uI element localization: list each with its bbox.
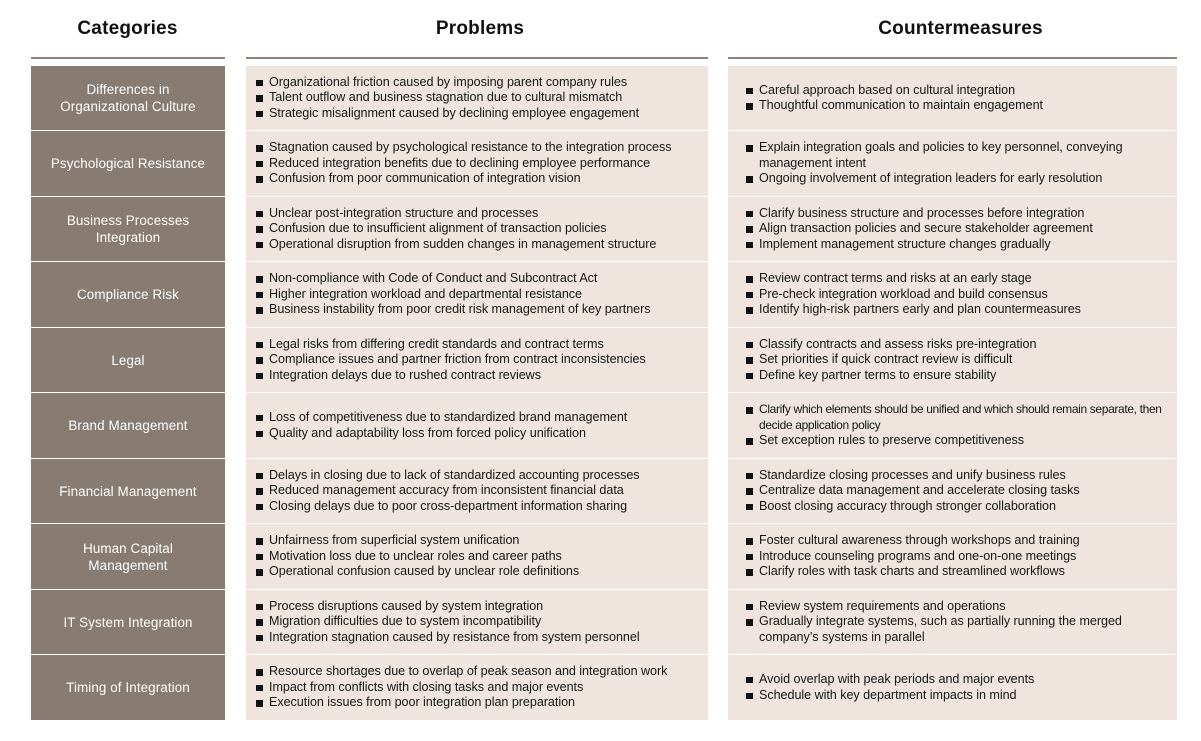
bullet-item [746, 171, 1169, 187]
bullet-text: Set exception rules to preserve competitiveness [759, 433, 1025, 448]
bullet-text: Migration difficulties due to system incompatibility [269, 614, 542, 629]
panel [246, 524, 708, 588]
countermeasures-cell [720, 524, 1201, 588]
category-cell [0, 262, 240, 326]
bullet-item [746, 368, 1169, 384]
header-rule-categories [31, 57, 225, 59]
square-bullet-icon [746, 373, 753, 380]
bullet-text: Centralize data management and accelerate closing tasks [759, 483, 1080, 498]
category-label: IT System Integration [31, 590, 225, 654]
bullet-text: Reduced integration benefits due to declining employee performance [269, 155, 651, 170]
bullet-item [746, 688, 1169, 704]
bullet-item [256, 352, 700, 368]
header-cell-categories [0, 0, 240, 66]
bullet-text: Compliance issues and partner friction from contract inconsistencies [269, 352, 646, 367]
square-bullet-icon [256, 373, 263, 380]
square-bullet-icon [746, 307, 753, 314]
category-label: Financial Management [31, 459, 225, 523]
bullet-text: Clarify business structure and processes before integration [759, 205, 1085, 220]
square-bullet-icon [746, 604, 753, 611]
square-bullet-icon [746, 211, 753, 218]
square-bullet-icon [256, 95, 263, 102]
bullet-item [256, 221, 700, 237]
bullet-text: Set priorities if quick contract review is difficult [759, 352, 1013, 367]
bullet-list [256, 271, 700, 318]
category-cell [0, 590, 240, 654]
bullet-list [256, 599, 700, 646]
bullet-item [256, 156, 700, 172]
panel [728, 590, 1177, 654]
table-header-row [0, 0, 1201, 66]
bullet-item [256, 549, 700, 565]
bullet-item [746, 287, 1169, 303]
square-bullet-icon [746, 488, 753, 495]
bullet-text: Boost closing accuracy through stronger collaboration [759, 498, 1056, 513]
square-bullet-icon [746, 504, 753, 511]
bullet-text: Motivation loss due to unclear roles and career paths [269, 548, 562, 563]
bullet-text: Define key partner terms to ensure stability [759, 367, 997, 382]
square-bullet-icon [256, 111, 263, 118]
bullet-text: Clarify which elements should be unified and which should remain separate, then decide application policy [759, 402, 1162, 432]
problems-cell [240, 393, 720, 457]
bullet-text: Classify contracts and assess risks pre-integration [759, 336, 1037, 351]
square-bullet-icon [746, 473, 753, 480]
bullet-text: Reduced management accuracy from inconsistent financial data [269, 483, 624, 498]
bullet-item [746, 533, 1169, 549]
panel [728, 197, 1177, 261]
bullet-item [256, 302, 700, 318]
bullet-item [256, 410, 700, 426]
bullet-item [256, 664, 700, 680]
header-label-categories: Categories [77, 18, 178, 39]
bullet-item [256, 564, 700, 580]
bullet-item [746, 599, 1169, 615]
panel [246, 262, 708, 326]
countermeasures-cell [720, 197, 1201, 261]
category-label: Psychological Resistance [31, 131, 225, 195]
bullet-item [256, 695, 700, 711]
bullet-item [746, 672, 1169, 688]
countermeasures-cell [720, 655, 1201, 719]
problems-cell [240, 459, 720, 523]
table-row [0, 590, 1201, 654]
square-bullet-icon [256, 604, 263, 611]
bullet-item [256, 499, 700, 515]
problems-cell [240, 524, 720, 588]
bullet-text: Confusion due to insufficient alignment of transaction policies [269, 221, 607, 236]
bullet-item [256, 468, 700, 484]
bullet-item [256, 106, 700, 122]
problems-cell [240, 655, 720, 719]
panel [728, 328, 1177, 392]
bullet-item [746, 83, 1169, 99]
table-row [0, 66, 1201, 130]
bullet-item [256, 90, 700, 106]
panel [246, 328, 708, 392]
square-bullet-icon [746, 619, 753, 626]
panel [246, 197, 708, 261]
panel [728, 524, 1177, 588]
bullet-text: Process disruptions caused by system integration [269, 598, 544, 613]
square-bullet-icon [256, 161, 263, 168]
header-cell-countermeasures [720, 0, 1201, 66]
problems-cell [240, 590, 720, 654]
category-label: Brand Management [31, 393, 225, 457]
bullet-text: Integration stagnation caused by resistance from system personnel [269, 629, 640, 644]
bullet-text: Review system requirements and operations [759, 598, 1006, 613]
bullet-item [746, 564, 1169, 580]
square-bullet-icon [746, 342, 753, 349]
bullet-text: Non-compliance with Code of Conduct and Subcontract Act [269, 271, 598, 286]
bullet-text: Closing delays due to poor cross-department information sharing [269, 498, 628, 513]
bullet-list [256, 664, 700, 711]
bullet-text: Integration delays due to rushed contract reviews [269, 367, 541, 382]
category-cell [0, 66, 240, 130]
bullet-item [256, 237, 700, 253]
square-bullet-icon [746, 176, 753, 183]
panel [246, 66, 708, 130]
bullet-item [256, 287, 700, 303]
bullet-item [256, 271, 700, 287]
bullet-item [256, 426, 700, 442]
problems-cell [240, 66, 720, 130]
bullet-item [256, 599, 700, 615]
bullet-text: Ongoing involvement of integration leaders for early resolution [759, 171, 1103, 186]
countermeasures-cell [720, 328, 1201, 392]
bullet-list [256, 75, 700, 122]
square-bullet-icon [746, 677, 753, 684]
category-cell [0, 459, 240, 523]
square-bullet-icon [256, 619, 263, 626]
bullet-text: Confusion from poor communication of integration vision [269, 171, 581, 186]
bullet-text: Resource shortages due to overlap of peak season and integration work [269, 664, 668, 679]
square-bullet-icon [256, 292, 263, 299]
bullet-text: Review contract terms and risks at an early stage [759, 271, 1032, 286]
bullet-text: Standardize closing processes and unify business rules [759, 467, 1066, 482]
panel [246, 655, 708, 719]
bullet-item [256, 368, 700, 384]
bullet-list [256, 206, 700, 253]
problems-cell [240, 262, 720, 326]
bullet-text: Execution issues from poor integration plan preparation [269, 695, 575, 710]
bullet-text: Careful approach based on cultural integration [759, 82, 1016, 97]
square-bullet-icon [746, 145, 753, 152]
bullet-item [746, 302, 1169, 318]
square-bullet-icon [746, 103, 753, 110]
square-bullet-icon [256, 685, 263, 692]
bullet-text: Operational disruption from sudden changes in management structure [269, 236, 657, 251]
bullet-list [256, 410, 700, 441]
bullet-item [746, 271, 1169, 287]
bullet-item [746, 549, 1169, 565]
bullet-text: Talent outflow and business stagnation due to cultural mismatch [269, 90, 623, 105]
panel [728, 655, 1177, 719]
square-bullet-icon [746, 88, 753, 95]
square-bullet-icon [256, 211, 263, 218]
category-cell [0, 655, 240, 719]
countermeasures-cell [720, 131, 1201, 195]
square-bullet-icon [256, 700, 263, 707]
bullet-text: Quality and adaptability loss from forced policy unification [269, 425, 586, 440]
table-row [0, 459, 1201, 523]
table-row [0, 197, 1201, 261]
table-row [0, 524, 1201, 588]
square-bullet-icon [256, 569, 263, 576]
bullet-item [746, 98, 1169, 114]
bullet-item [256, 140, 700, 156]
bullet-text: Pre-check integration workload and build consensus [759, 286, 1048, 301]
bullet-text: Delays in closing due to lack of standardized accounting processes [269, 467, 640, 482]
square-bullet-icon [746, 569, 753, 576]
bullet-item [746, 614, 1169, 645]
table-row [0, 262, 1201, 326]
bullet-text: Loss of competitiveness due to standardized brand management [269, 409, 628, 424]
bullet-text: Legal risks from differing credit standards and contract terms [269, 336, 604, 351]
header-label-problems: Problems [435, 18, 525, 39]
bullet-item [746, 221, 1169, 237]
bullet-text: Impact from conflicts with closing tasks and major events [269, 679, 584, 694]
bullet-item [746, 433, 1169, 449]
bullet-item [746, 483, 1169, 499]
panel [246, 459, 708, 523]
category-label: Differences in Organizational Culture [31, 66, 225, 130]
category-cell [0, 524, 240, 588]
header-rule-countermeasures [728, 57, 1177, 59]
bullet-item [256, 337, 700, 353]
square-bullet-icon [256, 554, 263, 561]
panel [728, 66, 1177, 130]
header-cell-problems [240, 0, 720, 66]
table-row [0, 131, 1201, 195]
bullet-text: Organizational friction caused by imposing parent company rules [269, 74, 628, 89]
square-bullet-icon [256, 635, 263, 642]
square-bullet-icon [746, 693, 753, 700]
bullet-item [256, 614, 700, 630]
square-bullet-icon [256, 357, 263, 364]
bullet-text: Gradually integrate systems, such as partially running the merged company’s systems in parallel [759, 614, 1122, 644]
category-cell [0, 328, 240, 392]
problems-cell [240, 197, 720, 261]
table-body [0, 66, 1201, 721]
countermeasures-cell [720, 393, 1201, 457]
square-bullet-icon [256, 242, 263, 249]
bullet-text: Unclear post-integration structure and processes [269, 205, 539, 220]
bullet-item [256, 483, 700, 499]
square-bullet-icon [746, 554, 753, 561]
square-bullet-icon [746, 292, 753, 299]
bullet-item [746, 237, 1169, 253]
bullet-text: Identify high-risk partners early and plan countermeasures [759, 302, 1081, 317]
category-label: Timing of Integration [31, 655, 225, 719]
bullet-list [746, 402, 1169, 449]
bullet-text: Stagnation caused by psychological resistance to the integration process [269, 140, 672, 155]
bullet-item [746, 352, 1169, 368]
bullet-item [256, 75, 700, 91]
bullet-text: Foster cultural awareness through workshops and training [759, 533, 1080, 548]
square-bullet-icon [746, 276, 753, 283]
bullet-text: Strategic misalignment caused by declining employee engagement [269, 105, 640, 120]
panel [728, 262, 1177, 326]
bullet-list [256, 337, 700, 384]
category-label: Human Capital Management [31, 524, 225, 588]
bullet-list [746, 599, 1169, 646]
bullet-item [746, 499, 1169, 515]
category-cell [0, 197, 240, 261]
category-label: Business Processes Integration [31, 197, 225, 261]
countermeasures-cell [720, 66, 1201, 130]
panel [246, 393, 708, 457]
square-bullet-icon [746, 407, 753, 414]
bullet-list [746, 271, 1169, 318]
bullet-text: Avoid overlap with peak periods and major events [759, 671, 1035, 686]
square-bullet-icon [256, 276, 263, 283]
panel [728, 459, 1177, 523]
bullet-text: Implement management structure changes gradually [759, 236, 1051, 251]
bullet-text: Thoughtful communication to maintain engagement [759, 98, 1043, 113]
bullet-list [746, 206, 1169, 253]
bullet-text: Clarify roles with task charts and streamlined workflows [759, 564, 1065, 579]
bullet-item [256, 680, 700, 696]
square-bullet-icon [256, 473, 263, 480]
problems-cell [240, 328, 720, 392]
bullet-item [746, 206, 1169, 222]
category-label: Legal [31, 328, 225, 392]
bullet-list [746, 533, 1169, 580]
square-bullet-icon [256, 342, 263, 349]
category-cell [0, 393, 240, 457]
bullet-item [746, 468, 1169, 484]
countermeasures-cell [720, 262, 1201, 326]
square-bullet-icon [746, 226, 753, 233]
bullet-item [256, 630, 700, 646]
bullet-list [256, 533, 700, 580]
category-cell [0, 131, 240, 195]
bullet-list [746, 337, 1169, 384]
category-label: Compliance Risk [31, 262, 225, 326]
panel [246, 590, 708, 654]
bullet-text: Operational confusion caused by unclear role definitions [269, 564, 580, 579]
table-row [0, 655, 1201, 719]
square-bullet-icon [256, 80, 263, 87]
square-bullet-icon [746, 438, 753, 445]
bullet-text: Introduce counseling programs and one-on-one meetings [759, 548, 1077, 563]
square-bullet-icon [256, 431, 263, 438]
bullet-text: Business instability from poor credit risk management of key partners [269, 302, 651, 317]
square-bullet-icon [746, 357, 753, 364]
bullet-list [746, 140, 1169, 187]
square-bullet-icon [256, 488, 263, 495]
bullet-text: Schedule with key department impacts in mind [759, 687, 1017, 702]
bullet-text: Explain integration goals and policies to key personnel, conveying management intent [759, 140, 1123, 170]
bullet-text: Higher integration workload and departmental resistance [269, 286, 582, 301]
bullet-list [746, 83, 1169, 114]
square-bullet-icon [256, 226, 263, 233]
countermeasures-cell [720, 459, 1201, 523]
bullet-item [746, 337, 1169, 353]
bullet-list [746, 468, 1169, 515]
square-bullet-icon [746, 538, 753, 545]
bullet-text: Align transaction policies and secure stakeholder agreement [759, 221, 1093, 236]
square-bullet-icon [256, 504, 263, 511]
problems-cell [240, 131, 720, 195]
square-bullet-icon [256, 176, 263, 183]
panel [728, 131, 1177, 195]
bullet-item [256, 206, 700, 222]
table-row [0, 328, 1201, 392]
header-label-countermeasures: Countermeasures [878, 18, 1043, 39]
bullet-item [746, 402, 1169, 433]
table-row [0, 393, 1201, 457]
bullet-item [256, 171, 700, 187]
square-bullet-icon [256, 307, 263, 314]
header-rule-problems [246, 57, 708, 59]
panel [246, 131, 708, 195]
bullet-text: Unfairness from superficial system unification [269, 533, 520, 548]
square-bullet-icon [746, 242, 753, 249]
bullet-list [256, 140, 700, 187]
panel [728, 393, 1177, 457]
bullet-list [256, 468, 700, 515]
bullet-item [746, 140, 1169, 171]
bullet-item [256, 533, 700, 549]
countermeasures-cell [720, 590, 1201, 654]
square-bullet-icon [256, 669, 263, 676]
square-bullet-icon [256, 415, 263, 422]
square-bullet-icon [256, 538, 263, 545]
square-bullet-icon [256, 145, 263, 152]
bullet-list [746, 672, 1169, 703]
